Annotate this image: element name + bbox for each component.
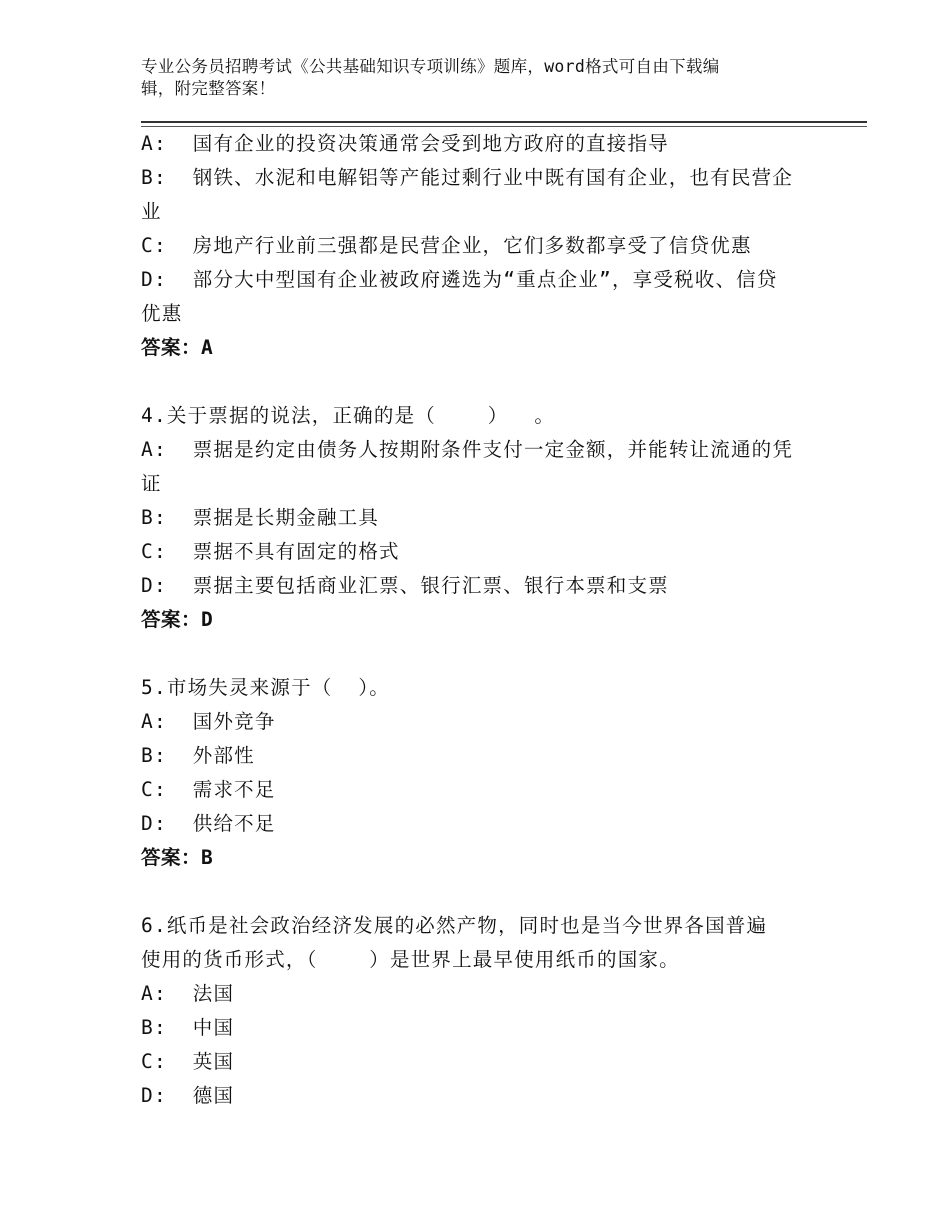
q5-option-b: B: 外部性 — [141, 744, 255, 767]
header-line-1: 专业公务员招聘考试《公共基础知识专项训练》题库，word格式可自由下载编 — [141, 57, 720, 76]
question-4-block — [141, 399, 821, 637]
q6-option-d: D: 德国 — [141, 1084, 235, 1107]
q4-stem: 4.关于票据的说法，正确的是（ ） 。 — [141, 404, 556, 427]
q5-option-c: C: 需求不足 — [141, 778, 276, 801]
q5-stem: 5.市场失灵来源于（ ）。 — [141, 676, 391, 699]
spacer — [141, 365, 821, 399]
q6-stem-line-2: 使用的货币形式，（ ）是世界上最早使用纸币的国家。 — [141, 948, 680, 971]
q5-answer: 答案：B — [141, 846, 214, 869]
q6-option-b: B: 中国 — [141, 1016, 235, 1039]
page-header — [141, 56, 791, 100]
question-6-block — [141, 909, 821, 1113]
spacer — [141, 875, 821, 909]
question-3-block — [141, 127, 821, 365]
q4-option-a: A: 票据是约定由债务人按期附条件支付一定金额，并能转让流通的凭 — [141, 438, 794, 461]
q3-option-d: D: 部分大中型国有企业被政府遴选为“重点企业”，享受税收、信贷 — [141, 268, 778, 291]
question-5-block — [141, 671, 821, 875]
q4-option-c: C: 票据不具有固定的格式 — [141, 540, 400, 563]
q4-option-a-cont: 证 — [141, 472, 162, 495]
q3-option-a: A: 国有企业的投资决策通常会受到地方政府的直接指导 — [141, 132, 669, 155]
q3-option-c: C: 房地产行业前三强都是民营企业，它们多数都享受了信贷优惠 — [141, 234, 752, 257]
q6-option-c: C: 英国 — [141, 1050, 235, 1073]
q3-answer: 答案：A — [141, 336, 214, 359]
spacer — [141, 637, 821, 671]
q5-option-d: D: 供给不足 — [141, 812, 276, 835]
q6-stem-line-1: 6.纸币是社会政治经济发展的必然产物，同时也是当今世界各国普遍 — [141, 914, 768, 937]
q4-option-d: D: 票据主要包括商业汇票、银行汇票、银行本票和支票 — [141, 574, 669, 597]
q3-option-b: B: 钢铁、水泥和电解铝等产能过剩行业中既有国有企业，也有民营企 — [141, 166, 794, 189]
q4-answer: 答案：D — [141, 608, 214, 631]
q4-option-b: B: 票据是长期金融工具 — [141, 506, 380, 529]
header-line-2: 辑，附完整答案！ — [141, 79, 276, 98]
q3-option-b-cont: 业 — [141, 200, 162, 223]
q6-option-a: A: 法国 — [141, 982, 235, 1005]
q5-option-a: A: 国外竞争 — [141, 710, 276, 733]
question-content — [141, 127, 821, 1113]
header-divider-thick — [141, 121, 867, 123]
q3-option-d-cont: 优惠 — [141, 302, 183, 325]
